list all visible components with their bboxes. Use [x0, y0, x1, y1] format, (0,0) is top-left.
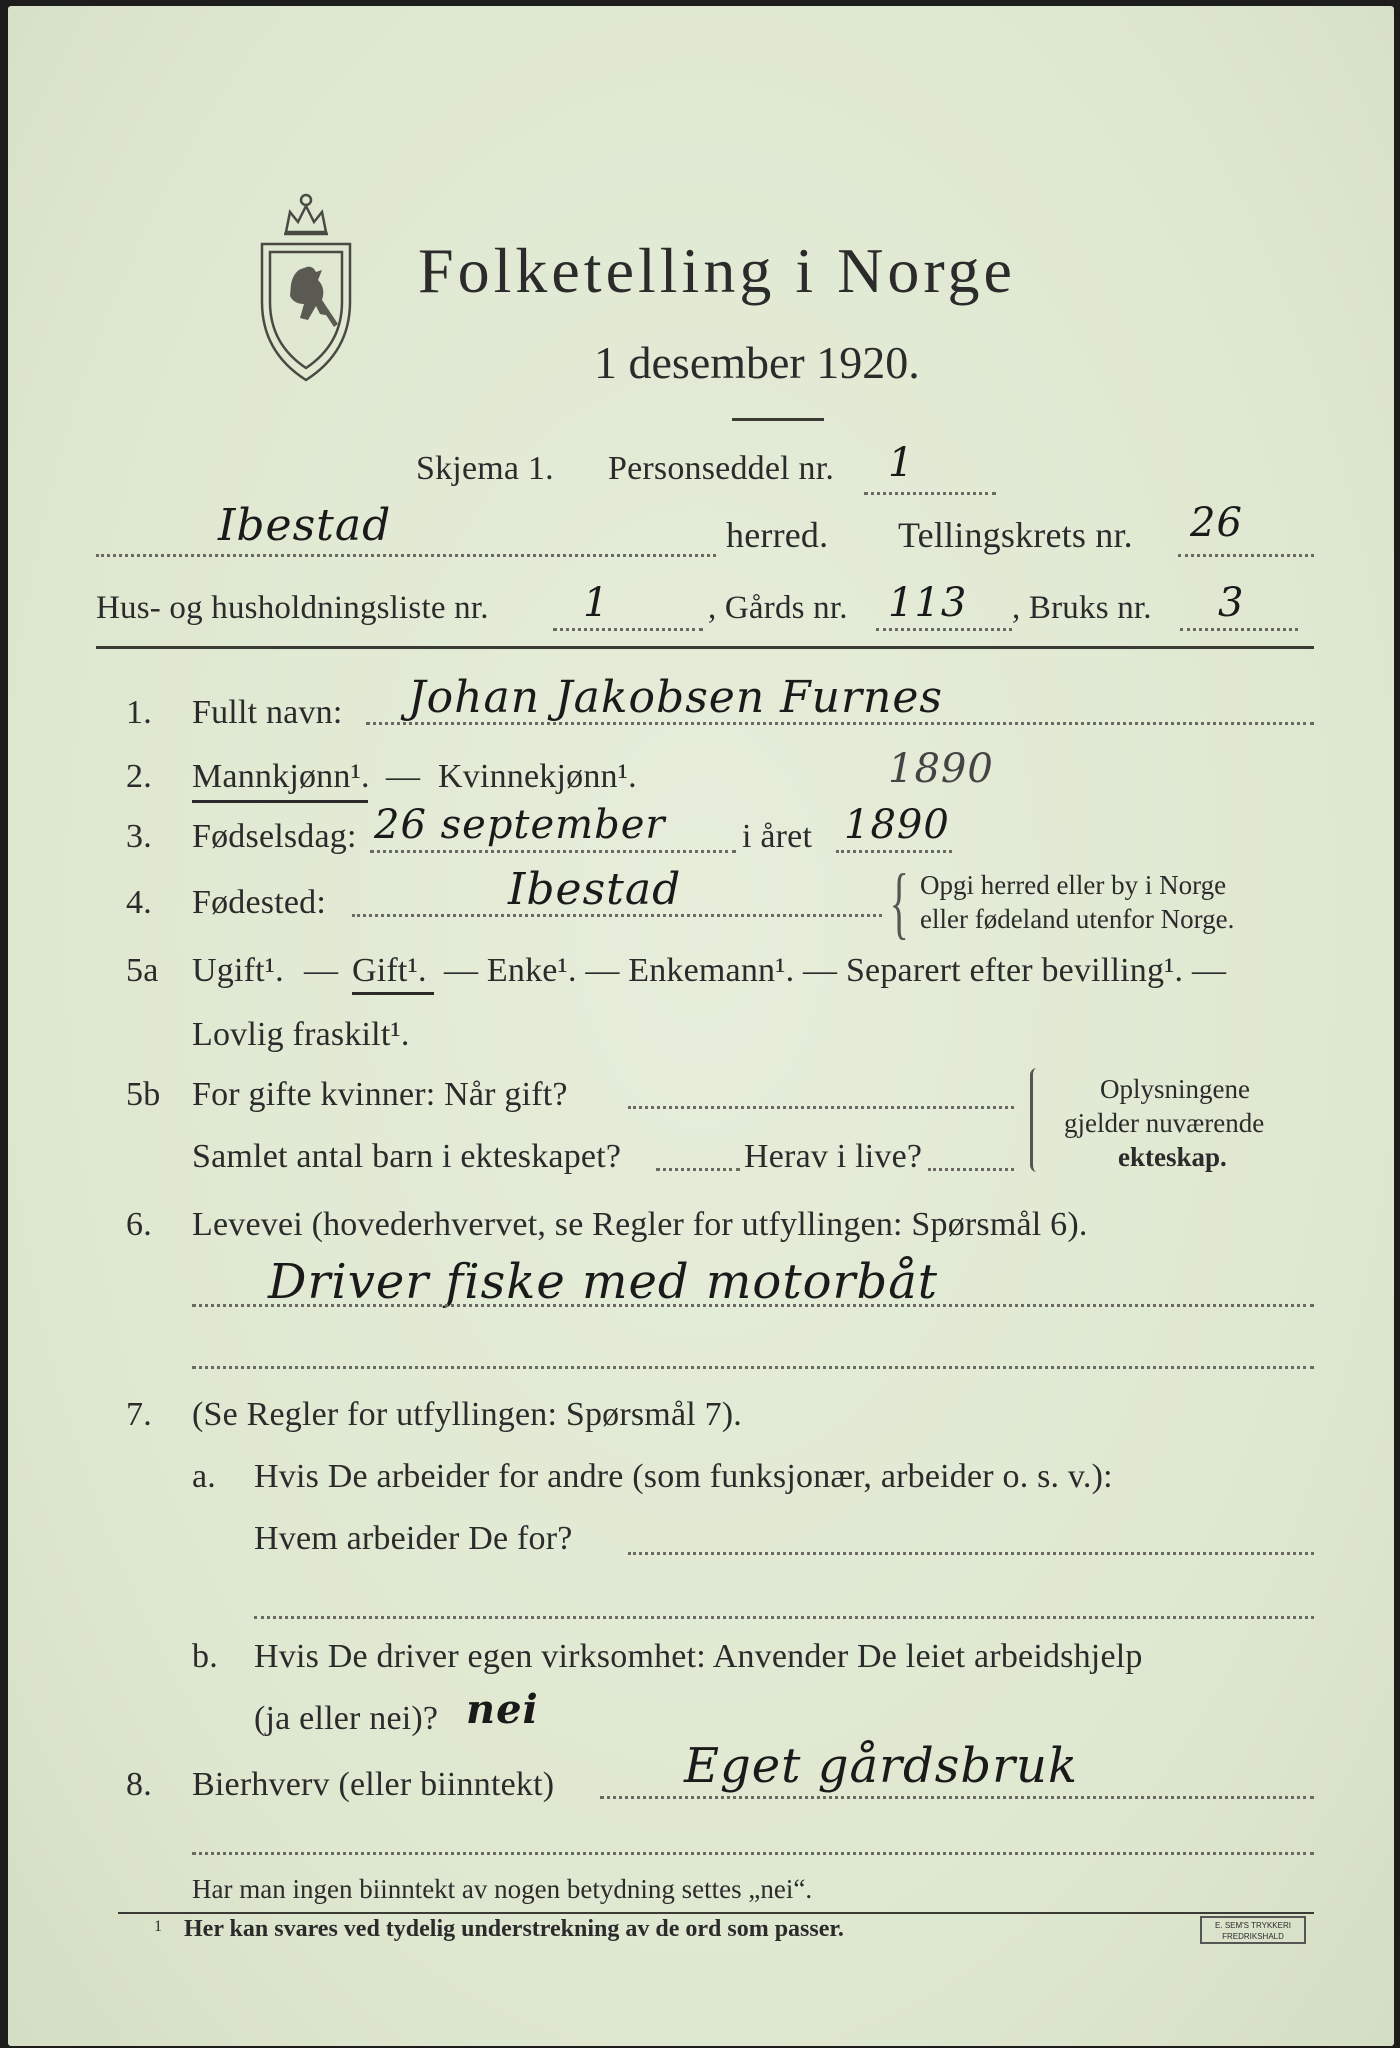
q5a-number: 5a [126, 952, 159, 989]
q8-line1 [600, 1796, 1314, 1799]
q7b-letter: b. [192, 1638, 218, 1675]
q5b-label-alive: Herav i live? [744, 1138, 923, 1175]
q5b-note-line1: Oplysningene [1100, 1074, 1250, 1104]
q5b-note-line3: ekteskap. [1118, 1142, 1227, 1172]
q4-number: 4. [126, 884, 152, 921]
q5a-ugift: Ugift¹. [192, 952, 284, 989]
q5b-label-when-married: For gifte kvinner: Når gift? [192, 1076, 568, 1113]
herred-label: herred. [726, 515, 829, 555]
q6-line1 [192, 1304, 1314, 1307]
q3-label: Fødselsdag: [192, 818, 357, 855]
husliste-value: 1 [583, 580, 610, 626]
q7-label: (Se Regler for utfyllingen: Spørsmål 7). [192, 1396, 743, 1433]
q5a-gift: Gift¹. [352, 952, 427, 989]
q5b-children-line [656, 1168, 740, 1171]
gards-value: 113 [888, 580, 968, 626]
q4-brace: { [889, 859, 909, 947]
q8-secondary-income: Eget gårdsbruk [684, 1738, 1079, 1794]
q2-male-option: Mannkjønn¹. [192, 758, 370, 795]
q5a-gift-underline [352, 992, 434, 995]
q7b-question: (ja eller nei)? [254, 1700, 439, 1737]
q5b-note-line2: gjelder nuværende [1064, 1108, 1265, 1138]
q5b-number: 5b [126, 1076, 161, 1113]
q8-line2 [192, 1852, 1314, 1855]
q1-number: 1. [126, 694, 152, 731]
q2-male-underline [192, 800, 368, 803]
q7a-text: Hvis De arbeider for andre (som funksjonær, arbeider o. s. v.): [254, 1458, 1113, 1495]
q2-female-option: Kvinnekjønn¹. [438, 758, 637, 795]
bruks-label: , Bruks nr. [1012, 590, 1152, 626]
q3-birth-year: 1890 [844, 802, 950, 848]
skjema-label: Skjema 1. [416, 450, 554, 487]
form-title: Folketelling i Norge [418, 235, 1016, 306]
coat-of-arms-icon [246, 184, 366, 384]
q2-annotation: 1890 [888, 746, 994, 792]
bruks-value: 3 [1218, 580, 1245, 626]
printer-stamp [1200, 1916, 1306, 1944]
q4-label: Fødested: [192, 884, 327, 921]
q7-number: 7. [126, 1396, 152, 1433]
q6-occupation: Driver fiske med motorbåt [268, 1254, 939, 1310]
census-form-sheet [8, 6, 1394, 2046]
footer-rule [118, 1912, 1314, 1914]
q6-label: Levevei (hovederhvervet, se Regler for utfyllingen: Spørsmål 6). [192, 1206, 1088, 1243]
footnote-mark: 1 [154, 1918, 162, 1935]
title-divider [732, 418, 824, 421]
q5a-other-options: — Enke¹. — Enkemann¹. — Separert efter bevilling¹. — [444, 952, 1227, 989]
q7a-line1 [628, 1552, 1314, 1555]
gards-label: , Gårds nr. [708, 590, 848, 626]
q5a-lovlig-fraskilt: Lovlig fraskilt¹. [192, 1016, 410, 1053]
q3-number: 3. [126, 818, 152, 855]
q1-full-name: Johan Jakobsen Furnes [408, 672, 944, 723]
personseddel-line [864, 492, 996, 495]
q5b-alive-line [928, 1168, 1014, 1171]
q2-number: 2. [126, 758, 152, 795]
tellingskrets-line [1178, 554, 1314, 557]
q3-date-line [370, 850, 736, 853]
q8-number: 8. [126, 1766, 152, 1803]
husliste-label: Hus- og husholdningsliste nr. [96, 590, 489, 626]
herred-line [96, 554, 716, 557]
q3-year-line [836, 850, 952, 853]
personseddel-value: 1 [888, 440, 915, 486]
bruks-line [1180, 628, 1298, 631]
gards-line [876, 628, 1012, 631]
q1-label: Fullt navn: [192, 694, 343, 731]
q6-number: 6. [126, 1206, 152, 1243]
footnote-text: Her kan svares ved tydelig understrekning av de ord som passer. [184, 1916, 844, 1942]
printer-line2: FREDRIKSHALD [1222, 1932, 1284, 1941]
q4-note-line1: Opgi herred eller by i Norge [920, 870, 1227, 900]
q5b-label-children: Samlet antal barn i ekteskapet? [192, 1138, 622, 1175]
q3-birth-date: 26 september [374, 802, 666, 848]
herred-value: Ibestad [218, 500, 392, 551]
q7a-line2 [254, 1616, 1314, 1619]
q7b-text: Hvis De driver egen virksomhet: Anvender De leiet arbeidshjelp [254, 1638, 1143, 1675]
q7a-question: Hvem arbeider De for? [254, 1520, 573, 1557]
q6-line2 [192, 1366, 1314, 1369]
census-date: 1 desember 1920. [594, 337, 920, 388]
printer-line1: E. SEM'S TRYKKERI [1215, 1921, 1291, 1930]
q2-separator: — [386, 758, 421, 795]
q5b-when-line [628, 1106, 1014, 1109]
q8-label: Bierhverv (eller biinntekt) [192, 1766, 555, 1803]
q5b-brace [1030, 1068, 1037, 1172]
tellingskrets-value: 26 [1190, 500, 1243, 546]
q7a-letter: a. [192, 1458, 216, 1495]
husliste-line [553, 628, 703, 631]
q3-year-label: i året [742, 818, 813, 855]
q5a-dash: — [304, 952, 339, 989]
header-rule [96, 646, 1314, 649]
footer-note: Har man ingen biinntekt av nogen betydning settes „nei“. [192, 1874, 813, 1904]
personseddel-label: Personseddel nr. [608, 450, 835, 487]
q4-birthplace: Ibestad [508, 864, 682, 915]
q4-note-line2: eller fødeland utenfor Norge. [920, 904, 1235, 934]
q7b-answer: nei [466, 1686, 539, 1733]
tellingskrets-label: Tellingskrets nr. [898, 515, 1133, 555]
